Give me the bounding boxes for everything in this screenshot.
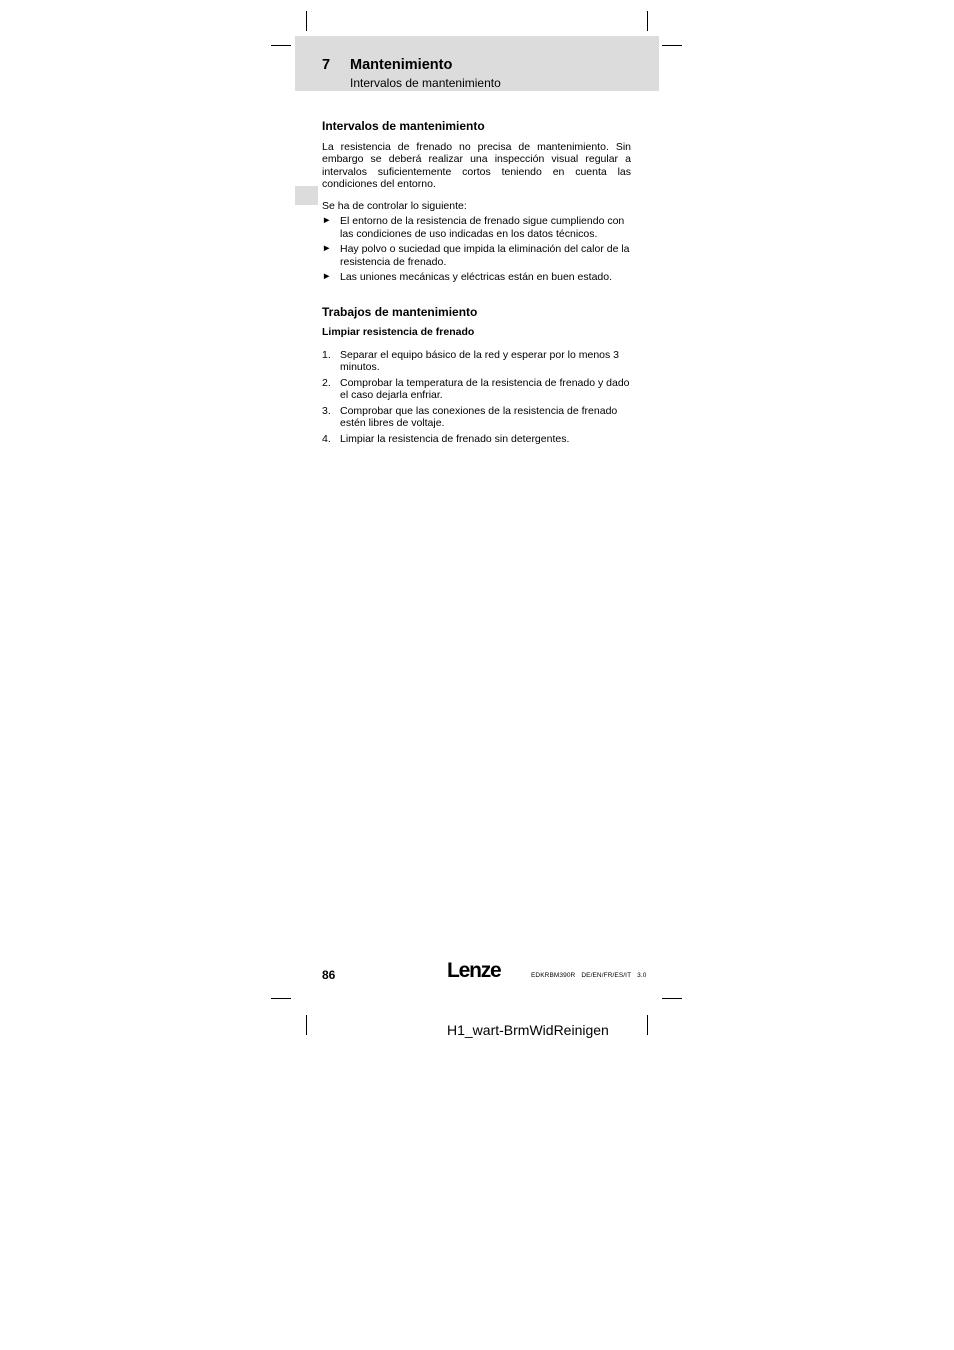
step-text: Comprobar que las conexiones de la resistencia de frenado estén libres de voltaje. — [340, 404, 618, 429]
chapter-subtitle: Intervalos de mantenimiento — [350, 76, 501, 90]
doc-version: 3.0 — [637, 972, 647, 979]
crop-mark — [662, 45, 682, 46]
list-item — [322, 433, 631, 446]
list-item — [322, 377, 631, 402]
list-item-text: Las uniones mecánicas y eléctricas están en buen estado. — [340, 271, 613, 283]
step-number: 4. — [322, 432, 331, 445]
step-number: 3. — [322, 404, 331, 417]
subsection-heading-cleaning: Limpiar resistencia de frenado — [322, 326, 475, 338]
section-heading-maintenance-work: Trabajos de mantenimiento — [322, 304, 478, 319]
step-text: Limpiar la resistencia de frenado sin detergentes. — [340, 432, 570, 445]
section-heading-intervals: Intervalos de mantenimiento — [322, 119, 485, 133]
crop-mark — [271, 998, 291, 999]
step-number: 2. — [322, 376, 331, 389]
list-item — [322, 243, 631, 268]
arrow-bullet-icon: ► — [322, 271, 332, 282]
chapter-number: 7 — [322, 57, 331, 73]
side-marker-tab — [295, 186, 318, 205]
list-item-text: El entorno de la resistencia de frenado sigue cumpliendo con las condiciones de uso indicadas en los datos técnicos. — [340, 215, 625, 240]
step-text: Separar el equipo básico de la red y esperar por lo menos 3 minutos. — [340, 348, 619, 373]
list-item — [322, 405, 631, 430]
check-list — [322, 215, 631, 284]
arrow-bullet-icon: ► — [322, 215, 332, 226]
list-item — [322, 271, 631, 284]
crop-mark — [306, 11, 307, 31]
chapter-title: Mantenimiento — [350, 57, 453, 73]
crop-mark — [271, 45, 291, 46]
document-reference — [531, 972, 653, 979]
page-content — [322, 120, 631, 448]
doc-id: EDKRBM390R — [531, 972, 576, 979]
lenze-logo: Lenze — [447, 959, 501, 982]
step-text: Comprobar la temperatura de la resistencia de frenado y dado el caso dejarla enfriar. — [340, 376, 630, 401]
check-intro: Se ha de controlar lo siguiente: — [322, 199, 467, 212]
list-item — [322, 215, 631, 240]
intro-paragraph: La resistencia de frenado no precisa de mantenimiento. Sin embargo se deberá realizar una inspección visual regular a intervalos suficientemente cortos teniendo en cuenta las condiciones del entorno. — [322, 140, 631, 190]
crop-mark — [647, 1015, 648, 1035]
step-number: 1. — [322, 348, 331, 361]
source-label: H1_wart-BrmWidReinigen — [447, 1022, 609, 1038]
page-number: 86 — [322, 968, 336, 982]
crop-mark — [647, 11, 648, 31]
arrow-bullet-icon: ► — [322, 243, 332, 254]
list-item — [322, 349, 631, 374]
doc-languages: DE/EN/FR/ES/IT — [581, 972, 632, 979]
list-item-text: Hay polvo o suciedad que impida la eliminación del calor de la resistencia de frenado. — [340, 243, 630, 268]
crop-mark — [306, 1015, 307, 1035]
cleaning-steps — [322, 349, 631, 446]
crop-mark — [662, 998, 682, 999]
